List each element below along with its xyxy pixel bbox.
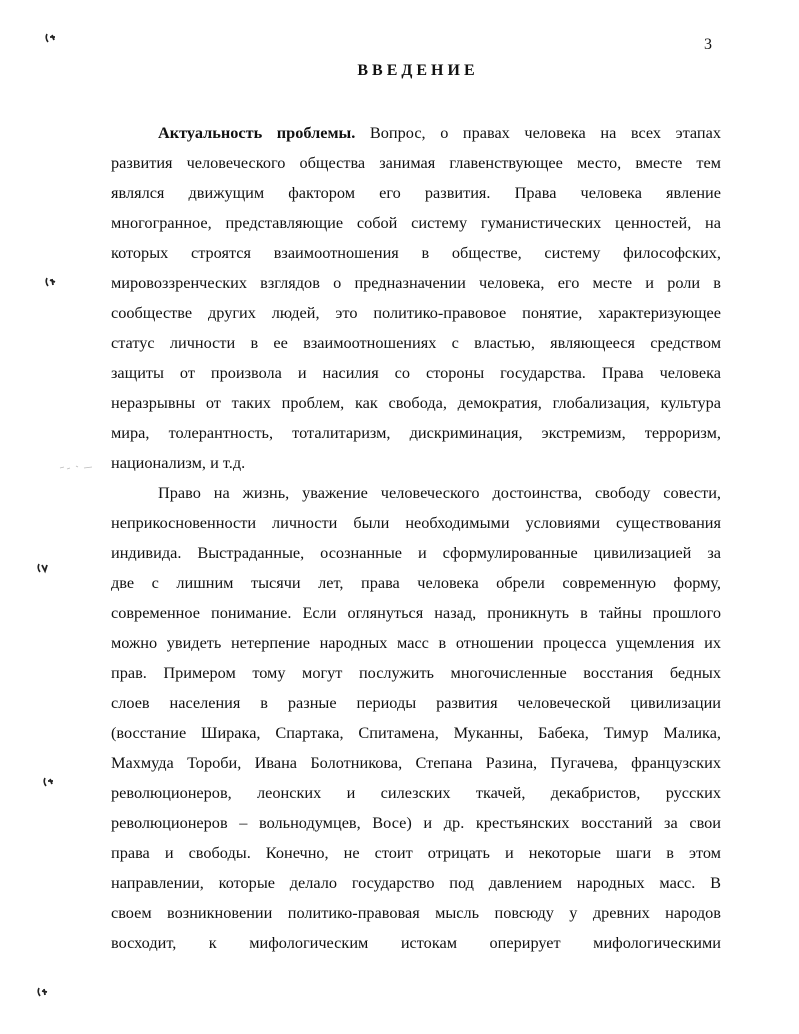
paragraph-line: революционеров, леонских и силезских ткачей, декабристов, русских (111, 783, 721, 802)
paragraph-line: неприкосновенности личности были необходимыми условиями существования (111, 513, 721, 532)
paragraph-lead: Актуальность проблемы. (158, 123, 356, 142)
paragraph-line: являлся движущим фактором его развития. Права человека явление (111, 183, 721, 202)
paragraph-line: мировоззренческих взглядов о предназначении человека, его месте и роли в (111, 273, 721, 292)
binder-hole-mark (44, 276, 58, 288)
paragraph-line: революционеров – вольнодумцев, Восе) и др. крестьянских восстаний за свои (111, 813, 721, 832)
scan-speck (58, 462, 94, 472)
paragraph-line: две с лишним тысячи лет, права человека обрели современную форму, (111, 573, 721, 592)
page-title: ВВЕДЕНИЕ (357, 62, 479, 79)
paragraph-line: Махмуда Тороби, Ивана Болотникова, Степана Разина, Пугачева, французских (111, 753, 721, 772)
paragraph-line: направлении, которые делало государство под давлением народных масс. В (111, 873, 721, 892)
paragraph-line: индивида. Выстраданные, осознанные и сформулированные цивилизацией за (111, 543, 721, 562)
paragraph-line: неразрывны от таких проблем, как свобода, демократия, глобализация, культура (111, 393, 721, 412)
paragraph-line: статус личности в ее взаимоотношениях с властью, являющееся средством (111, 333, 721, 352)
paragraph-line: права и свободы. Конечно, не стоит отрицать и некоторые шаги в этом (111, 843, 721, 862)
paragraph-line: современное понимание. Если оглянуться назад, проникнуть в тайны прошлого (111, 603, 721, 622)
binder-hole-mark (44, 32, 58, 44)
paragraph-line: (восстание Ширака, Спартака, Спитамена, Муканны, Бабека, Тимур Малика, (111, 723, 721, 742)
binder-hole-mark (42, 776, 56, 788)
paragraph-line: слоев населения в разные периоды развития человеческой цивилизации (111, 693, 721, 712)
paragraph-line: Актуальность проблемы. Вопрос, о правах человека на всех этапах (158, 123, 721, 142)
paragraph-line: прав. Примером тому могут послужить многочисленные восстания бедных (111, 663, 721, 682)
paragraph-line: Право на жизнь, уважение человеческого достоинства, свободу совести, (158, 483, 721, 502)
paragraph-line: своем возникновении политико-правовая мысль повсюду у древних народов (111, 903, 721, 922)
paragraph-line: можно увидеть нетерпение народных масс в отношении процесса ущемления их (111, 633, 721, 652)
paragraph-line: многогранное, представляющие собой систему гуманистических ценностей, на (111, 213, 721, 232)
paragraph-line: сообществе других людей, это политико-правовое понятие, характеризующее (111, 303, 721, 322)
paragraph-line: развития человеческого общества занимая главенствующее место, вместе тем (111, 153, 721, 172)
paragraph-line: восходит, к мифологическим истокам оперирует мифологическими (111, 933, 721, 952)
paragraph-line: которых строятся взаимоотношения в обществе, систему философских, (111, 243, 721, 262)
binder-hole-mark (36, 986, 50, 998)
paragraph-line: мира, толерантность, тоталитаризм, дискриминация, экстремизм, терроризм, (111, 423, 721, 442)
binder-hole-mark (36, 562, 50, 574)
page-number: 3 (704, 36, 712, 53)
paragraph-line: защиты от произвола и насилия со стороны государства. Права человека (111, 363, 721, 382)
paragraph-line: национализм, и т.д. (111, 453, 246, 472)
